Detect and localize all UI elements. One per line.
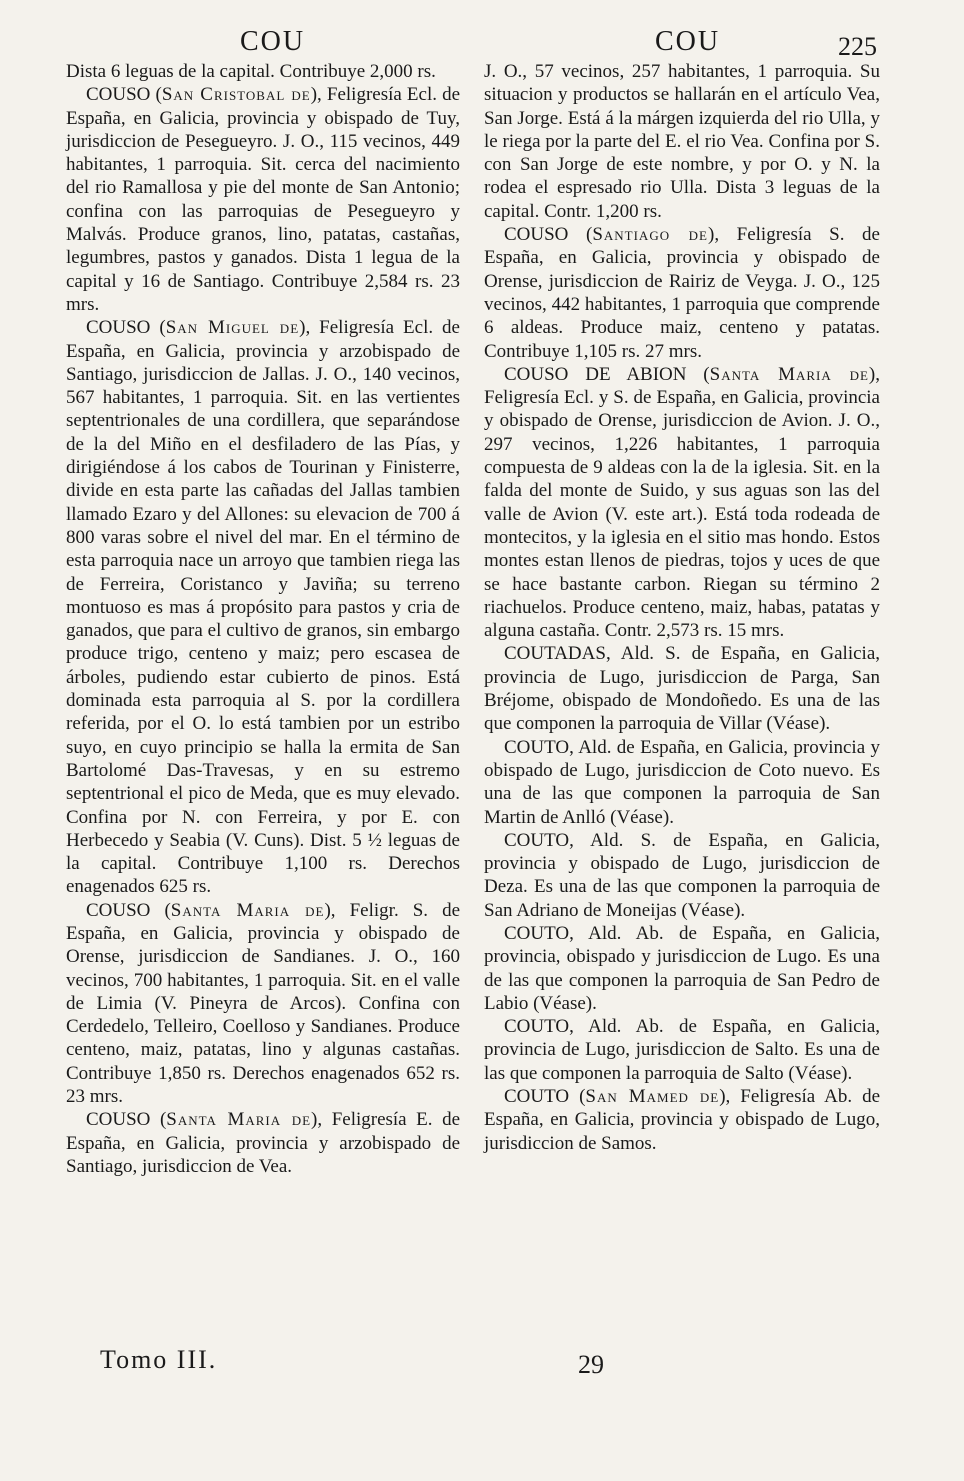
entry-headword: COUTO bbox=[504, 1086, 570, 1108]
volume-signature: Tomo III. bbox=[100, 1345, 218, 1374]
entry-headword: COUSO bbox=[86, 899, 151, 921]
entry-qualifier: San Mamed de bbox=[585, 1086, 720, 1108]
entry-headword: COUSO bbox=[86, 84, 151, 106]
entry-body: Feligresía Ecl. y S. de España, en Galicia, provincia y obispado de Orense, jurisdiccion de Avion. J. O., 297 vecinos, 1,226 habitantes, 1 parroquia compuesta de 9 aldeas con la de la iglesia. Sit. en la falda del monte de Suido, y sus aguas son las del valle de Avion (V. este art.). Está toda rodeada de montecitos, y la iglesia en el sitio mas hondo. Estos montes estan llenos de piedras, tojos y uces de que se hace bastante carbon. Riegan su término 2 riachuelos. Produce centeno, maiz, habas, patatas y alguna castaña. Contr. 2,573 rs. 15 mrs. bbox=[484, 387, 880, 642]
entry-qualifier: Santa Maria de bbox=[709, 363, 869, 385]
entry-body: Feligresía S. de España, en Galicia, provincia y obispado de Orense, jurisdiccion de Rairiz de Veyga. J. O., 125 vecinos, 442 habitantes, 1 parroquia que comprende 6 aldeas. Produce maiz, centeno y patatas. Contribuye 1,105 rs. 27 mrs. bbox=[484, 224, 880, 362]
entry-headword: COUSO bbox=[86, 1109, 151, 1131]
sheet-number: 29 bbox=[578, 1350, 604, 1379]
entry-headword: COUTO bbox=[504, 829, 570, 851]
entry-body: J. O., 57 vecinos, 257 habitantes, 1 parroquia. Su situacion y productos se hallarán en el artículo Vea, San Jorge. Está á la márgen izquierda del rio Ulla, y le riega por la parte del E. el rio Vea. Confina por S. con San Jorge de este nombre, y por O. y N. la rodea el espresado rio Ulla. Dista 3 leguas de la capital. Contr. 1,200 rs. bbox=[484, 61, 880, 222]
dictionary-entry: COUTO, Ald. Ab. de España, en Galicia, provincia de Lugo, jurisdiccion de Salto. Es una de las que componen la parroquia de Salto (Véase). bbox=[484, 1016, 881, 1084]
entry-body: Ald. Ab. de España, en Galicia, provincia de Lugo, jurisdiccion de Salto. Es una de las que componen la parroquia de Salto (Véase). bbox=[484, 1016, 881, 1084]
entry-qualifier: Santa Maria de bbox=[166, 1109, 312, 1131]
entry-body: Ald. de España, en Galicia, provincia y obispado de Lugo, jurisdiccion de Coto nuevo. Es una de las que componen la parroquia de San Martin de Anlló (Véase). bbox=[484, 736, 881, 828]
right-running-title: COU bbox=[655, 26, 721, 57]
continued-entry-text bbox=[484, 60, 880, 223]
entry-body: Ald. Ab. de España, en Galicia, provincia, obispado y jurisdiccion de Lugo. Es una de las que componen la parroquia de San Pedro de Labio (Véase). bbox=[484, 922, 881, 1014]
entry-body: Ald. S. de España, en Galicia, provincia y obispado de Lugo, jurisdiccion de Deza. Es una de las que componen la parroquia de San Adriano de Moneijas (Véase). bbox=[484, 829, 881, 921]
entry-body: Feligresía Ecl. de España, en Galicia, provincia y arzobispado de Santiago, jurisdiccion de Jallas. J. O., 140 vecinos, 567 habitantes, 1 parroquia. Sit. en las vertientes septentrionales de una cordillera, que separándose de la del Miño en el desfiladero de las Pías, y dirigiéndose á los cabos de Tourinan y Finisterre, divide en esta parte las cañadas del Jallas tambien llamado Ezaro y del Allones: su elevacion de 700 á 800 varas sobre el nivel del mar. En el término de esta parroquia nace un arroyo que tambien riega las de Ferreira, Coristanco y Javiña; su terreno montuoso es mas á propósito para pastos y cria de ganados, que para el cultivo de granos, sin embargo produce trigo, centeno y maiz; pero escasea de árboles, pudiendo estar cubierto de pinos. Está dominada esta parroquia al S. por la cordillera referida, por el O. lo está tambien por un estribo suyo, en cuyo principio se halla la ermita de San Bartolomé Das-Travesas, y en su estremo septentrional el pico de Meda, que es muy elevado. Confina por N. con Ferreira, y por E. con Herbecedo y Seabia (V. Cuns). Dist. 5 ½ leguas de la capital. Contribuye 1,100 rs. Derechos enagenados 625 rs. bbox=[66, 317, 460, 898]
left-running-title: COU bbox=[240, 26, 306, 57]
dictionary-entry: COUTO, Ald. Ab. de España, en Galicia, provincia, obispado y jurisdiccion de Lugo. Es una de las que componen la parroquia de San Pedro de Labio (Véase). bbox=[484, 922, 881, 1014]
entry-headword: COUSO bbox=[504, 224, 569, 246]
dictionary-entry: COUSO DE ABION (Santa Maria de), Feligresía Ecl. y S. de España, en Galicia, provincia y obispado de Orense, jurisdiccion de Avion. J. O., 297 vecinos, 1,226 habitantes, 1 parroquia compuesta de 9 aldeas con la de la iglesia. Sit. en la falda del monte de Suido, y sus aguas son las del valle de Avion (V. este art.). Está toda rodeada de montecitos, y la iglesia en el sitio mas hondo. Estos montes estan llenos de piedras, tojos y uces de que se hace bastante carbon. Riegan su término 2 riachuelos. Produce centeno, maiz, habas, patatas y alguna castaña. Contr. 2,573 rs. 15 mrs. bbox=[484, 363, 880, 642]
left-column bbox=[66, 60, 460, 1178]
dictionary-entry: COUTO (San Mamed de), Feligresía Ab. de España, en Galicia, provincia y obispado de Lugo, jurisdiccion de Samos. bbox=[484, 1086, 881, 1154]
dictionary-entry: COUSO (San Cristobal de), Feligresía Ecl. de España, en Galicia, provincia y obispado de Tuy, jurisdiccion de Pesegueyro. J. O., 115 vecinos, 449 habitantes, 1 parroquia. Sit. cerca del nacimiento del rio Ramallosa y pie del monte de San Antonio; confina con las parroquias de Pesegueyro y Malvás. Produce granos, lino, patatas, castañas, legumbres, pastos y ganados. Dista 1 legua de la capital y 16 de Santiago. Contribuye 2,584 rs. 23 mrs. bbox=[66, 84, 461, 315]
entry-headword: COUSO DE ABION bbox=[504, 363, 687, 385]
dictionary-entry: COUSO (San Miguel de), Feligresía Ecl. de España, en Galicia, provincia y arzobispado de Santiago, jurisdiccion de Jallas. J. O., 140 vecinos, 567 habitantes, 1 parroquia. Sit. en las vertientes septentrionales de una cordillera, que separándose de la del Miño en el desfiladero de las Pías, y dirigiéndose á los cabos de Tourinan y Finisterre, divide en esta parte las cañadas del Jallas tambien llamado Ezaro y del Allones: su elevacion de 700 á 800 varas sobre el nivel del mar. En el término de esta parroquia nace un arroyo que tambien riega las de Ferreira, Coristanco y Javiña; su terreno montuoso es mas á propósito para pastos y cria de ganados, que para el cultivo de granos, sin embargo produce trigo, centeno y maiz; pero escasea de árboles, pudiendo estar cubierto de pinos. Está dominada esta parroquia al S. por la cordillera referida, por el O. lo está tambien por un estribo suyo, en cuyo principio se halla la ermita de San Bartolomé Das-Travesas, y en su estremo septentrional el pico de Meda, que es muy elevado. Confina por N. con Ferreira, y por E. con Herbecedo y Seabia (V. Cuns). Dist. 5 ½ leguas de la capital. Contribuye 1,100 rs. Derechos enagenados 625 rs. bbox=[66, 317, 460, 898]
right-column bbox=[484, 60, 880, 1155]
entry-headword: COUTO bbox=[504, 1016, 570, 1038]
dictionary-entry: COUSO (Santiago de), Feligresía S. de España, en Galicia, provincia y obispado de Orense, jurisdiccion de Rairiz de Veyga. J. O., 125 vecinos, 442 habitantes, 1 parroquia que comprende 6 aldeas. Produce maiz, centeno y patatas. Contribuye 1,105 rs. 27 mrs. bbox=[484, 224, 880, 362]
entry-qualifier: San Miguel de bbox=[165, 317, 300, 339]
entry-body: Feligresía Ab. de España, en Galicia, provincia y obispado de Lugo, jurisdiccion de Samos. bbox=[484, 1086, 881, 1154]
dictionary-entry: COUSO (Santa Maria de), Feligr. S. de España, en Galicia, provincia y obispado de Orense, jurisdiccion de Sandianes. J. O., 160 vecinos, 700 habitantes, 1 parroquia. Sit. en el valle de Limia (V. Pineyra de Arcos). Confina con Cerdedelo, Telleiro, Coelloso y Sandianes. Produce centeno, maiz, patatas, lino y algunas castañas. Contribuye 1,850 rs. Derechos enagenados 652 rs. 23 mrs. bbox=[66, 899, 461, 1108]
continued-entry-text bbox=[66, 60, 460, 83]
dictionary-entry: COUSO (Santa Maria de), Feligresía E. de España, en Galicia, provincia y arzobispado de Santiago, jurisdiccion de Vea. bbox=[66, 1109, 461, 1177]
entry-headword: COUTADAS bbox=[504, 643, 606, 665]
entry-qualifier: Santa Maria de bbox=[170, 899, 325, 921]
dictionary-entry: COUTO, Ald. S. de España, en Galicia, provincia y obispado de Lugo, jurisdiccion de Deza. Es una de las que componen la parroquia de San Adriano de Moneijas (Véase). bbox=[484, 829, 881, 921]
entry-headword: COUTO bbox=[504, 736, 570, 758]
entry-body: Dista 6 leguas de la capital. Contribuye 2,000 rs. bbox=[66, 61, 436, 82]
dictionary-entry: COUTO, Ald. de España, en Galicia, provincia y obispado de Lugo, jurisdiccion de Coto nuevo. Es una de las que componen la parroquia de San Martin de Anlló (Véase). bbox=[484, 736, 881, 828]
entry-headword: COUSO bbox=[86, 317, 151, 339]
entry-headword: COUTO bbox=[504, 922, 570, 944]
entry-body: Feligr. S. de España, en Galicia, provincia y obispado de Orense, jurisdiccion de Sandianes. J. O., 160 vecinos, 700 habitantes, 1 parroquia. Sit. en el valle de Limia (V. Pineyra de Arcos). Confina con Cerdedelo, Telleiro, Coelloso y Sandianes. Produce centeno, maiz, patatas, lino y algunas castañas. Contribuye 1,850 rs. Derechos enagenados 652 rs. 23 mrs. bbox=[66, 899, 461, 1108]
entry-body: Feligresía E. de España, en Galicia, provincia y arzobispado de Santiago, jurisdiccion de Vea. bbox=[66, 1109, 461, 1177]
dictionary-entry: COUTADAS, Ald. S. de España, en Galicia, provincia de Lugo, jurisdiccion de Parga, San Bréjome, obispado de Mondoñedo. Es una de las que componen la parroquia de Villar (Véase). bbox=[484, 643, 881, 735]
entry-qualifier: Santiago de bbox=[592, 224, 708, 246]
entry-body: Feligresía Ecl. de España, en Galicia, provincia y obispado de Tuy, jurisdiccion de Pesegueyro. J. O., 115 vecinos, 449 habitantes, 1 parroquia. Sit. cerca del nacimiento del rio Ramallosa y pie del monte de San Antonio; confina con las parroquias de Pesegueyro y Malvás. Produce granos, lino, patatas, castañas, legumbres, pastos y ganados. Dista 1 legua de la capital y 16 de Santiago. Contribuye 2,584 rs. 23 mrs. bbox=[66, 84, 461, 315]
entry-qualifier: San Cristobal de bbox=[161, 84, 311, 106]
entry-body: Ald. S. de España, en Galicia, provincia de Lugo, jurisdiccion de Parga, San Bréjome, obispado de Mondoñedo. Es una de las que componen la parroquia de Villar (Véase). bbox=[484, 643, 881, 735]
page-number: 225 bbox=[838, 32, 877, 61]
